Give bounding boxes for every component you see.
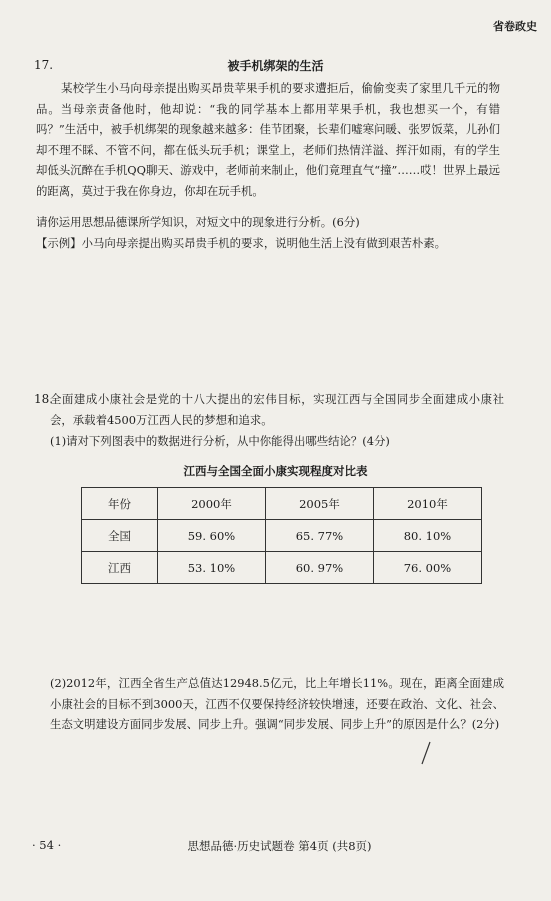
question-18-number: 18.: [34, 392, 54, 406]
table-cell: 76. 00%: [374, 552, 482, 584]
table-cell: 全国: [82, 520, 158, 552]
table-header-cell: 年份: [82, 488, 158, 520]
table-cell: 60. 97%: [266, 552, 374, 584]
table-cell: 53. 10%: [158, 552, 266, 584]
table-header-row: [82, 488, 482, 520]
table-header-cell: 2005年: [266, 488, 374, 520]
table-header-cell: 2010年: [374, 488, 482, 520]
question-17-example: 【示例】小马向母亲提出购买昂贵手机的要求，说明他生活上没有做到艰苦朴素。: [36, 236, 447, 250]
question-17-passage: 某校学生小马向母亲提出购买昂贵苹果手机的要求遭拒后，偷偷变卖了家里几千元的物品。当母亲责备他时，他却说：“我的同学基本上都用苹果手机，我也想买一个，有错吗？”生活中，被手机绑架的现象越来越多：佳节团聚，长辈们嘘寒问暖、张罗饭菜，儿孙们却不理不睬、不管不问，都在低头玩手机；课堂上，老师们热情洋溢、挥汗如雨，有的学生却低头沉醉在手机QQ聊天、游戏中，老师前来制止，他们竟理直气“撞”……哎！世界上最远的距离，莫过于我在你身边，你却在玩手机。: [36, 81, 500, 198]
page-number: · 54 ·: [32, 838, 62, 852]
question-18-intro: 全面建成小康社会是党的十八大提出的宏伟目标，实现江西与全国同步全面建成小康社会，承载着4500万江西人民的梦想和追求。: [50, 392, 504, 427]
table-cell: 65. 77%: [266, 520, 374, 552]
question-17-number: 17.: [34, 58, 54, 72]
table-header-cell: 2000年: [158, 488, 266, 520]
paper-info: 思想品德·历史试题卷 第4页 (共8页): [187, 839, 372, 853]
header-tag: 省卷政史: [493, 20, 537, 33]
pen-mark-icon: [416, 740, 436, 766]
question-17-instruction: 请你运用思想品德课所学知识，对短文中的现象进行分析。(6分): [36, 215, 360, 229]
question-18-sub2: (2)2012年，江西全省生产总值达12948.5亿元，比上年增长11%。现在，距离全面建成小康社会的目标不到3000天，江西不仅要保持经济较快增速，还要在政治、文化、社会、生态文明建设方面同步发展、同步上升。强调“同步发展、同步上升”的原因是什么？(2分): [50, 676, 504, 732]
table-row: [82, 520, 482, 552]
table-cell: 59. 60%: [158, 520, 266, 552]
table-row: [82, 552, 482, 584]
question-17-title: 被手机绑架的生活: [227, 59, 324, 73]
table-cell: 80. 10%: [374, 520, 482, 552]
question-18-sub1: (1)请对下列图表中的数据进行分析，从中你能得出哪些结论？(4分): [50, 434, 390, 448]
comparison-table: [81, 487, 482, 584]
table-title: 江西与全国全面小康实现程度对比表: [183, 464, 368, 478]
table-cell: 江西: [82, 552, 158, 584]
